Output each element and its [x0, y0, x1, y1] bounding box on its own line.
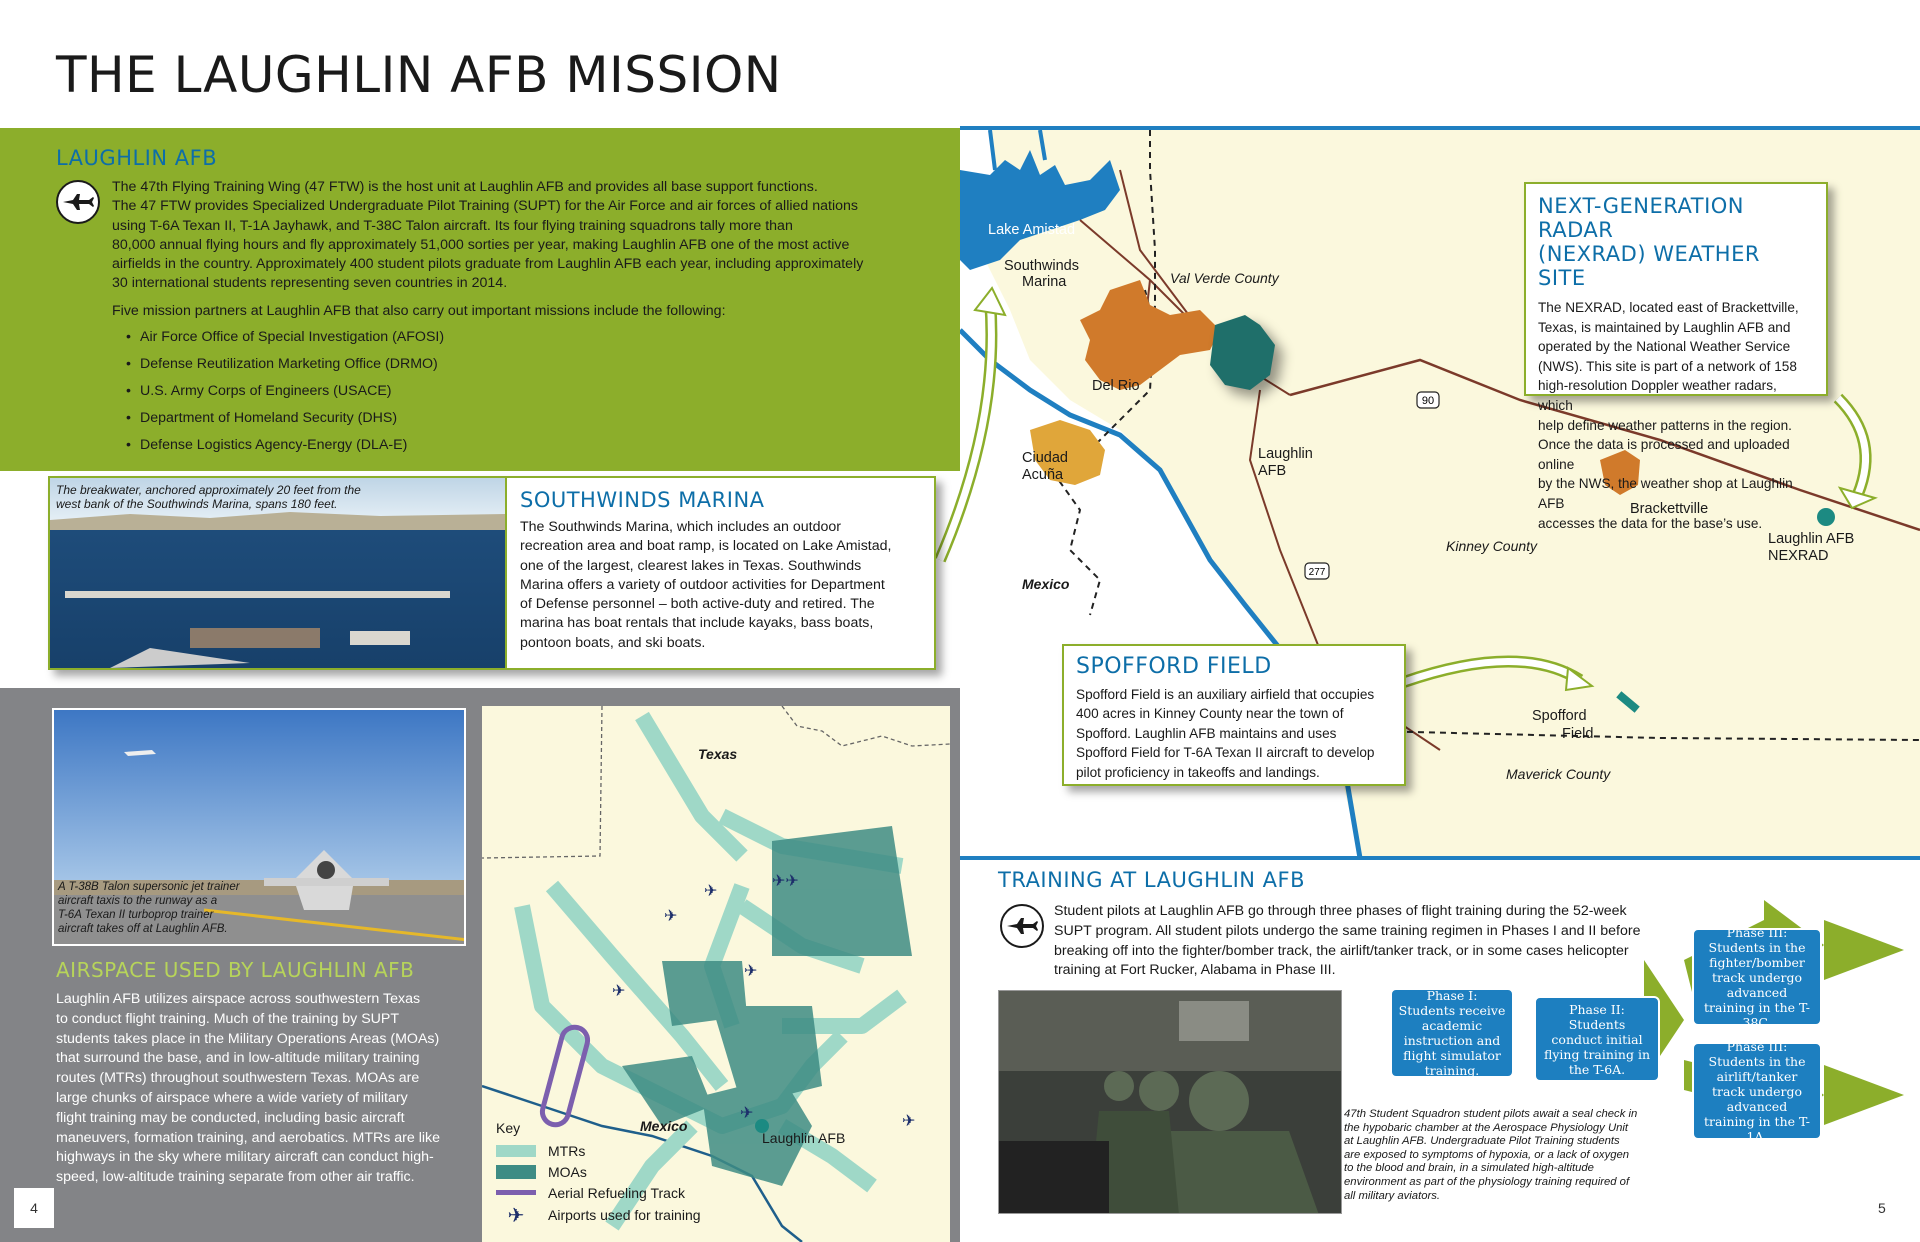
arrow-spofford-head — [1566, 668, 1592, 690]
list-item: • Department of Homeland Security (DHS) — [112, 405, 712, 432]
hwy-277-label: 277 — [1308, 567, 1326, 578]
southwinds-paragraph: The Southwinds Marina, which includes an outdoor recreation area and boat ramp, is located on Lake Amistad, one of the largest, clearest lakes in Texas. Southwinds Marina offers a variety of outdoor activities for Department of Defense personnel – both active-duty and retired. The marina has boat rentals that include kayaks, bass boats, pontoon boats, and ski boats. — [520, 519, 892, 651]
laughlin-afb-heading: LAUGHLIN AFB — [56, 146, 218, 170]
airspace-label-texas: Texas — [698, 746, 738, 762]
page-title: THE LAUGHLIN AFB MISSION — [56, 46, 782, 104]
partners-intro: Five mission partners at Laughlin AFB that also carry out important missions include the following: — [112, 303, 726, 319]
marina-photo-caption: The breakwater, anchored approximately 20 feet from the west bank of the Southwinds Marina, spans 180 feet. — [56, 483, 361, 511]
key-item-mtrs: MTRs — [496, 1140, 716, 1161]
label-spofford-2: Field — [1562, 726, 1594, 742]
aircraft-icon — [56, 180, 100, 224]
refueling-swatch — [496, 1190, 536, 1195]
svg-text:✈: ✈ — [744, 961, 758, 980]
moa-swatch — [496, 1165, 536, 1179]
training-rule — [960, 856, 1920, 860]
svg-text:✈: ✈ — [704, 881, 718, 900]
training-paragraph: Student pilots at Laughlin AFB go through three phases of flight training during the 52-week SUPT program. All student pilots undergo the same training regimen in Phases I and II before breaking off into the fighter/bomber track, the airlift/tanker track, or in some cases helicopter training at Fort Rucker, Alabama in Phase III. — [1054, 903, 1641, 979]
phase-2-box: Phase II: Students conduct initial flying training in the T-6A. — [1534, 996, 1660, 1082]
label-nexrad-2: NEXRAD — [1768, 548, 1829, 564]
label-lake-amistad: Lake Amistad — [988, 222, 1076, 238]
label-southwinds-2: Marina — [1022, 274, 1067, 290]
list-item: • Defense Logistics Agency-Energy (DLA-E) — [112, 432, 712, 459]
page-number-left: 4 — [30, 1200, 38, 1216]
nexrad-heading-2: (NEXRAD) WEATHER SITE — [1538, 242, 1760, 290]
svg-text:✈: ✈ — [902, 1111, 916, 1130]
svg-text:✈: ✈ — [664, 906, 678, 925]
key-item-moas: MOAs — [496, 1161, 716, 1182]
list-item: • U.S. Army Corps of Engineers (USACE) — [112, 378, 712, 405]
label-mexico: Mexico — [1022, 576, 1070, 592]
phase-3-airlift-box: Phase III: Students in the airlift/tanker track undergo advanced training in the T-1A. — [1692, 1042, 1822, 1140]
label-laughlin-2: AFB — [1258, 463, 1287, 479]
airport-icon: ✈ — [507, 1204, 525, 1227]
list-item: • Air Force Office of Special Investigation (AFOSI) — [112, 324, 712, 351]
partners-list — [112, 324, 712, 459]
pilots-photo — [998, 990, 1342, 1214]
airspace-paragraph: Laughlin AFB utilizes airspace across southwestern Texas to conduct flight training. Much of the training by SUPT students takes place in the Military Operations Areas (MOAs) that surround the base, and in low-altitude military training routes (MTRs) throughout southwestern Texas. MOAs are large chunks of airspace where a wide variety of military flight training may be conducted, including basic aircraft maneuvers, formation training, and aerobatics. MTRs are like highways in the sky where military aircraft can conduct high- speed, low-altitude training separate from other air traffic. — [56, 991, 441, 1186]
phase-arrow-tip-top — [1824, 920, 1904, 980]
label-brackettville: Brackettville — [1630, 501, 1709, 517]
svg-text:✈: ✈ — [740, 1103, 754, 1122]
label-nexrad-1: Laughlin AFB — [1768, 531, 1855, 547]
training-heading: TRAINING AT LAUGHLIN AFB — [998, 868, 1306, 892]
jet-photo-caption: A T-38B Talon supersonic jet trainer aircraft taxis to the runway as a T-6A Texan II turboprop trainer aircraft takes off at Laughlin AFB. — [58, 881, 240, 935]
label-kinney-county: Kinney County — [1446, 538, 1538, 554]
training-aircraft-icon — [1000, 904, 1044, 948]
label-del-rio: Del Rio — [1092, 378, 1140, 394]
arrow-southwinds-head — [975, 288, 1005, 315]
svg-text:✈✈: ✈✈ — [772, 871, 799, 890]
label-ciudad-1: Ciudad — [1022, 450, 1068, 466]
list-item: • Defense Reutilization Marketing Office (DRMO) — [112, 351, 712, 378]
key-title: Key — [496, 1120, 521, 1136]
pilots-photo-caption: 47th Student Squadron student pilots await a seal check in the hypobaric chamber at the Aerospace Physiology Unit at Laughlin AFB. Undergraduate Pilot Training students are exposed to symptoms of hypoxia, or a lack of oxygen to the blood and brain, in a simulated high-altitude environment as part of the physiology training required of all military aviators. — [1344, 1108, 1638, 1202]
nexrad-heading-1: NEXT-GENERATION RADAR — [1538, 194, 1744, 242]
hwy-90-label: 90 — [1421, 395, 1435, 407]
phase-1-box: Phase I: Students receive academic instruction and flight simulator training. — [1390, 988, 1514, 1078]
page-number-right: 5 — [1878, 1200, 1886, 1216]
key-item-airports: ✈ Airports used for training — [496, 1203, 716, 1227]
southwinds-divider — [505, 476, 507, 670]
arrow-nexrad-inner — [1838, 398, 1866, 494]
airspace-heading: AIRSPACE USED BY LAUGHLIN AFB — [56, 958, 415, 982]
airspace-label-mexico: Mexico — [640, 1118, 688, 1134]
label-spofford-1: Spofford — [1532, 708, 1587, 724]
airspace-label-base: Laughlin AFB — [762, 1130, 846, 1146]
label-laughlin-1: Laughlin — [1258, 446, 1313, 462]
phase-arrow-tip-bottom — [1824, 1065, 1904, 1125]
mtr-swatch — [496, 1145, 536, 1157]
nexrad-paragraph: The NEXRAD, located east of Brackettville, Texas, is maintained by Laughlin AFB and operated by the National Weather Service (NWS). This site is part of a network of 158 high-resolution Doppler weather radars, which help define weather patterns in the region. Once the data is processed and uploaded online by the NWS, the weather shop at Laughlin AFB accesses the data for the base’s use. — [1538, 300, 1799, 531]
page-number-left-box — [14, 1188, 54, 1228]
svg-text:✈: ✈ — [612, 981, 626, 1000]
key-item-refueling: Aerial Refueling Track — [496, 1182, 716, 1203]
laughlin-afb-paragraph: The 47th Flying Training Wing (47 FTW) is the host unit at Laughlin AFB and provides all base support functions. The 47 FTW provides Specialized Undergraduate Pilot Training (SUPT) for the Air Force and air forces of allied nations using T-6A Texan II, T-1A Jayhawk, and T-38C Talon aircraft. Its four flying training squadrons tally more than 80,000 annual flying hours and fly approximately 51,000 sorties per year, making Laughlin AFB one of the most active airfields in the country. Approximately 400 student pilots graduate from Laughlin AFB each year, including approximately 30 international students representing seven countries in 2014. — [112, 179, 864, 292]
label-ciudad-2: Acuña — [1022, 467, 1064, 483]
label-southwinds-1: Southwinds — [1004, 258, 1079, 274]
spofford-callout — [1062, 644, 1406, 786]
spofford-heading: SPOFFORD FIELD — [1076, 654, 1272, 679]
spofford-paragraph: Spofford Field is an auxiliary airfield that occupies 400 acres in Kinney County near the town of Spofford. Laughlin AFB maintains and uses Spofford Field for T-6A Texan II aircraft to develop pilot proficiency in takeoffs and landings. — [1076, 687, 1375, 780]
southwinds-heading: SOUTHWINDS MARINA — [520, 488, 765, 512]
nexrad-callout — [1524, 182, 1828, 531]
phase-3-fighter-box: Phase III: Students in the fighter/bomber track undergo advanced training in the T-38C. — [1692, 928, 1822, 1026]
label-val-verde-county: Val Verde County — [1170, 270, 1279, 286]
label-maverick-county: Maverick County — [1506, 766, 1611, 782]
airspace-key — [496, 1120, 716, 1227]
